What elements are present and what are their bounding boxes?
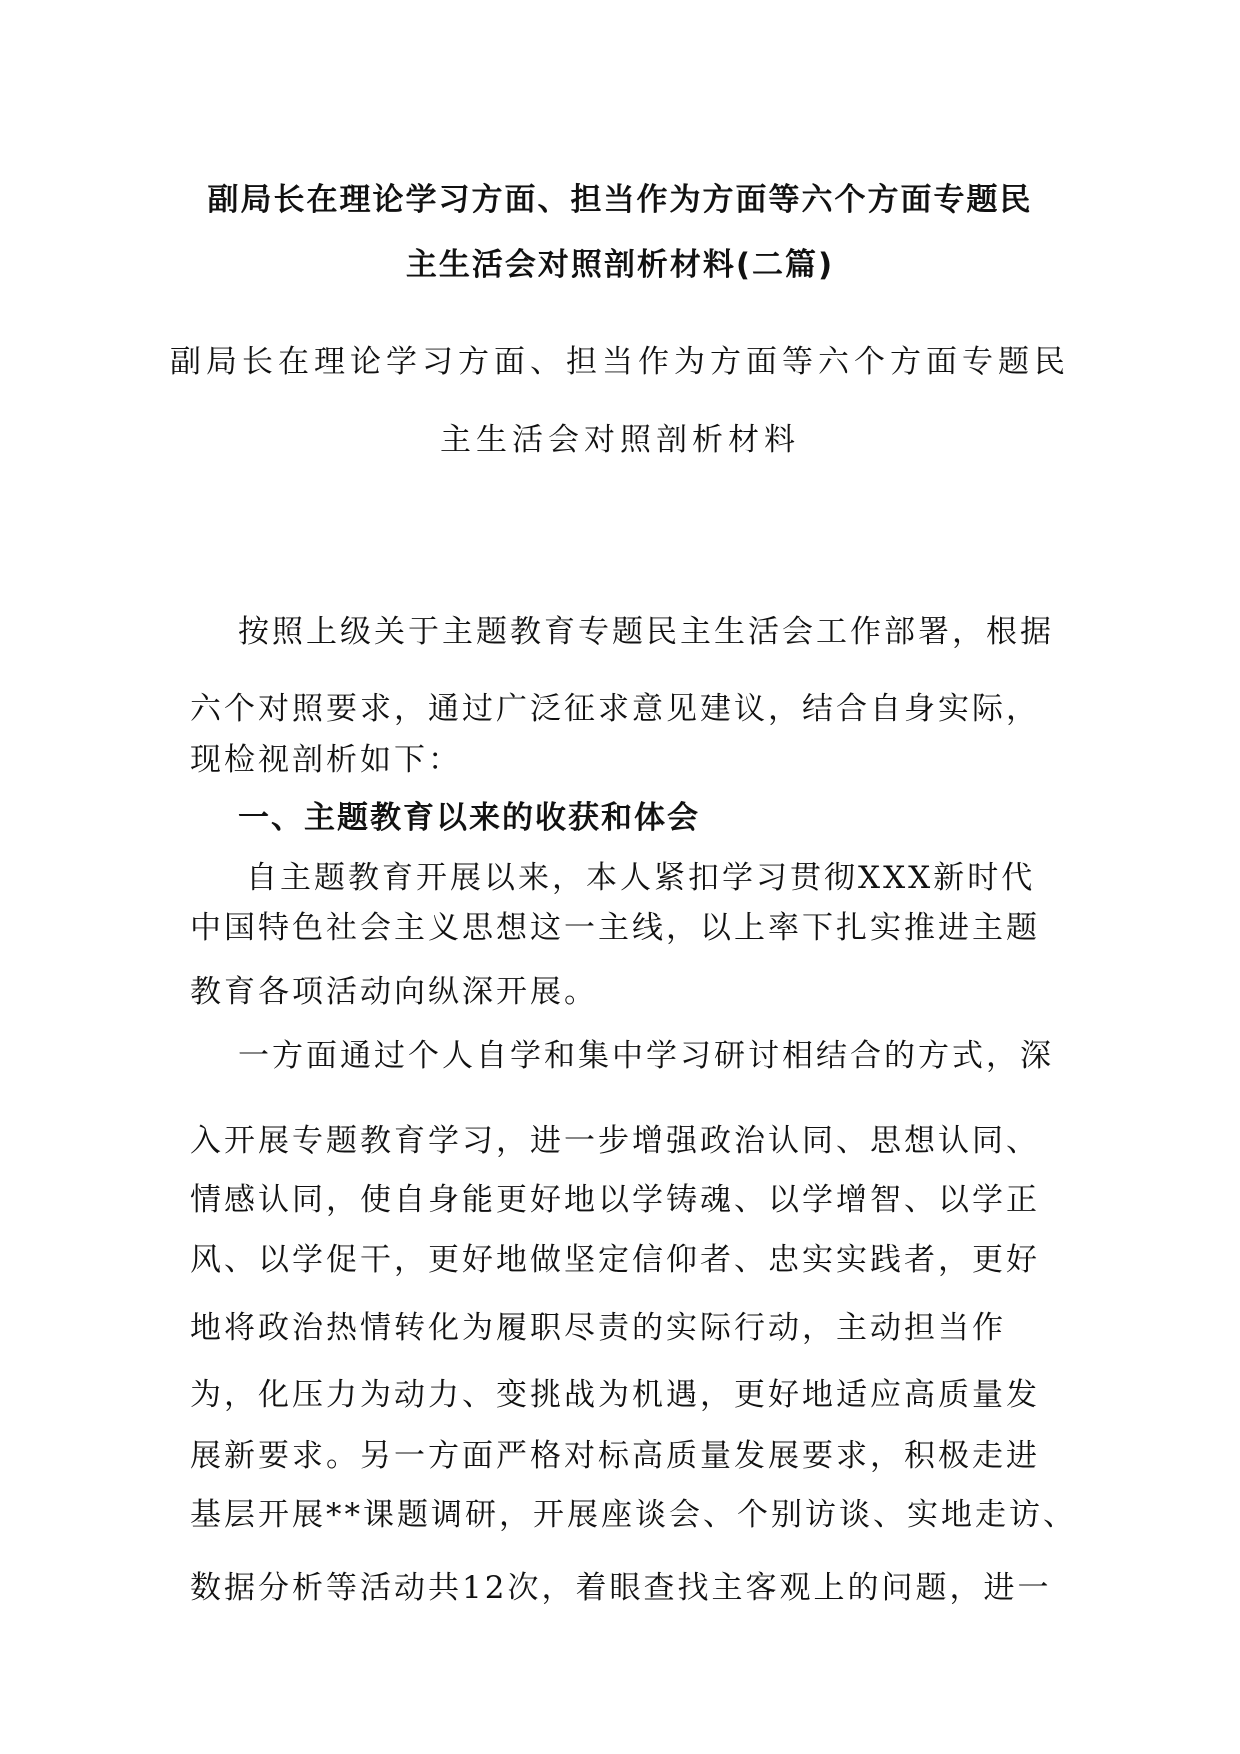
- para2-line-4: 风、以学促干，更好地做坚定信仰者、忠实实践者，更好: [190, 1242, 1040, 1278]
- para1-line-2: 中国特色社会主义思想这一主线，以上率下扎实推进主题: [190, 910, 1040, 946]
- para2-line-8: 基层开展**课题调研，开展座谈会、个别访谈、实地走访、: [190, 1497, 1077, 1533]
- para2-line-6: 为，化压力为动力、变挑战为机遇，更好地适应高质量发: [190, 1377, 1040, 1413]
- sub-title-line-2: 主生活会对照剖析材料: [440, 422, 800, 458]
- sub-title-line-1: 副局长在理论学习方面、担当作为方面等六个方面专题民: [170, 344, 1070, 380]
- section-heading-1: 一、主题教育以来的收获和体会: [238, 800, 700, 836]
- para2-line-1: 一方面通过个人自学和集中学习研讨相结合的方式，深: [238, 1038, 1054, 1074]
- para2-line-9: 数据分析等活动共12次，着眼查找主客观上的问题，进一: [190, 1570, 1052, 1606]
- para1-line-3: 教育各项活动向纵深开展。: [190, 974, 598, 1010]
- intro-line-2: 六个对照要求，通过广泛征求意见建议，结合自身实际，: [190, 691, 1040, 727]
- para2-line-7: 展新要求。另一方面严格对标高质量发展要求，积极走进: [190, 1438, 1040, 1474]
- para2-line-2: 入开展专题教育学习，进一步增强政治认同、思想认同、: [190, 1123, 1040, 1159]
- intro-line-3: 现检视剖析如下：: [190, 742, 462, 778]
- intro-line-1: 按照上级关于主题教育专题民主生活会工作部署，根据: [238, 614, 1054, 650]
- para2-line-3: 情感认同，使自身能更好地以学铸魂、以学增智、以学正: [190, 1182, 1040, 1218]
- para1-line-1: 自主题教育开展以来，本人紧扣学习贯彻XXX新时代: [246, 860, 1036, 896]
- para2-line-5: 地将政治热情转化为履职尽责的实际行动，主动担当作: [190, 1310, 1006, 1346]
- main-title-line-1: 副局长在理论学习方面、担当作为方面等六个方面专题民: [207, 182, 1033, 218]
- main-title-line-2: 主生活会对照剖析材料(二篇): [405, 247, 835, 283]
